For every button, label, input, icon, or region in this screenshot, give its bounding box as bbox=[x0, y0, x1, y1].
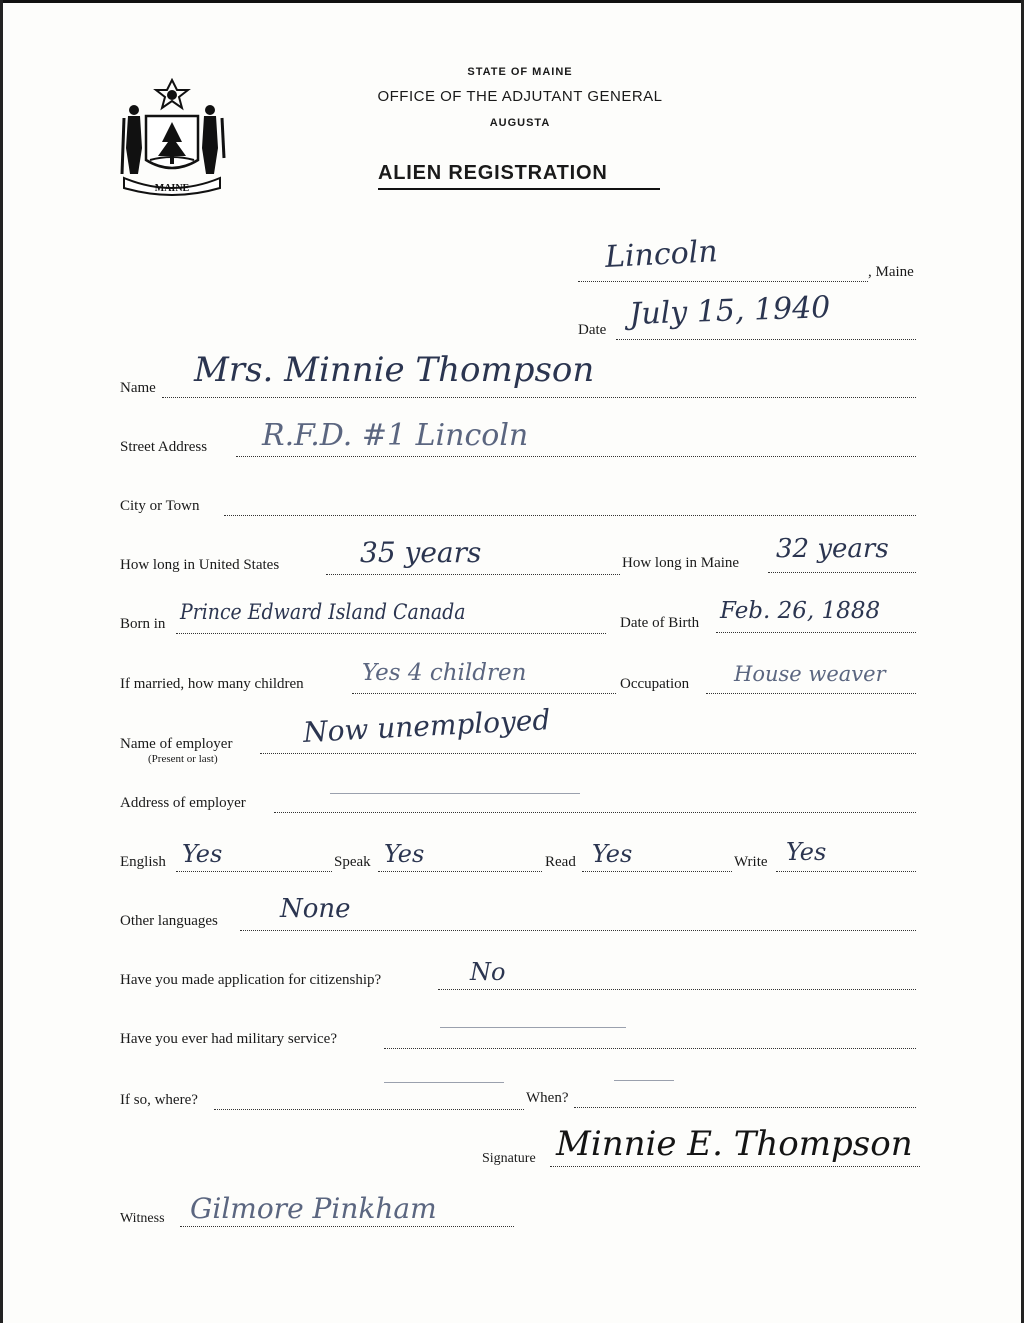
born-in-line bbox=[176, 633, 606, 634]
other-languages-label: Other languages bbox=[120, 913, 218, 929]
employer-address-dash bbox=[330, 793, 580, 794]
military-label: Have you ever had military service? bbox=[120, 1031, 337, 1047]
witness-field[interactable]: Gilmore Pinkham bbox=[190, 1192, 437, 1225]
when-dash bbox=[614, 1080, 674, 1081]
date-line bbox=[616, 339, 916, 340]
citizenship-label: Have you made application for citizenship? bbox=[120, 972, 382, 988]
form-title: ALIEN REGISTRATION bbox=[378, 162, 608, 184]
military-dash bbox=[440, 1027, 626, 1028]
maine-state-seal-icon bbox=[116, 78, 228, 196]
where-label: If so, where? bbox=[120, 1092, 198, 1108]
street-address-line bbox=[236, 456, 916, 457]
english-field[interactable]: Yes bbox=[182, 840, 223, 868]
signature-label: Signature bbox=[482, 1151, 536, 1166]
how-long-maine-field[interactable]: 32 years bbox=[776, 534, 889, 564]
occupation-label: Occupation bbox=[620, 676, 690, 692]
city-town-line bbox=[224, 515, 916, 516]
write-label: Write bbox=[734, 854, 768, 870]
read-label: Read bbox=[545, 854, 576, 870]
employer-name-label: Name of employer bbox=[120, 736, 233, 752]
married-children-label: If married, how many children bbox=[120, 676, 304, 692]
header-office: OFFICE OF THE ADJUTANT GENERAL bbox=[377, 88, 663, 105]
date-of-birth-label: Date of Birth bbox=[620, 615, 700, 631]
street-address-field[interactable]: R.F.D. #1 Lincoln bbox=[262, 418, 529, 453]
married-children-line bbox=[352, 693, 616, 694]
signature-line bbox=[550, 1166, 920, 1167]
occupation-line bbox=[706, 693, 916, 694]
employer-address-label: Address of employer bbox=[120, 795, 246, 811]
english-line bbox=[176, 871, 332, 872]
date-of-birth-field[interactable]: Feb. 26, 1888 bbox=[720, 598, 881, 624]
how-long-maine-label: How long in Maine bbox=[622, 555, 740, 571]
maine-label: , Maine bbox=[868, 264, 914, 280]
name-line bbox=[162, 397, 916, 398]
signature-field[interactable]: Minnie E. Thompson bbox=[556, 1124, 913, 1164]
citizenship-field[interactable]: No bbox=[470, 958, 506, 986]
name-field[interactable]: Mrs. Minnie Thompson bbox=[194, 350, 595, 390]
street-address-label: Street Address bbox=[120, 439, 208, 455]
military-line bbox=[384, 1048, 916, 1049]
employer-name-line bbox=[260, 753, 916, 754]
born-in-label: Born in bbox=[120, 616, 166, 632]
page-border-top bbox=[0, 0, 1024, 3]
where-line bbox=[214, 1109, 524, 1110]
write-line bbox=[776, 871, 916, 872]
speak-field[interactable]: Yes bbox=[384, 840, 425, 868]
name-label: Name bbox=[120, 380, 156, 396]
read-field[interactable]: Yes bbox=[592, 840, 633, 868]
how-long-maine-line bbox=[768, 572, 916, 573]
citizenship-line bbox=[438, 989, 916, 990]
speak-line bbox=[378, 871, 542, 872]
when-label: When? bbox=[526, 1090, 569, 1106]
town-line bbox=[578, 281, 868, 282]
speak-label: Speak bbox=[334, 854, 371, 870]
how-long-us-field[interactable]: 35 years bbox=[360, 536, 482, 569]
city-town-label: City or Town bbox=[120, 498, 200, 514]
employer-note-label: (Present or last) bbox=[148, 753, 218, 765]
how-long-us-line bbox=[326, 574, 620, 575]
occupation-field[interactable]: House weaver bbox=[734, 662, 886, 686]
town-field[interactable]: Lincoln bbox=[604, 234, 719, 275]
seal-banner-text: MAINE bbox=[154, 183, 190, 194]
when-line bbox=[574, 1107, 916, 1108]
english-label: English bbox=[120, 854, 166, 870]
date-of-birth-line bbox=[716, 632, 916, 633]
header-city: AUGUSTA bbox=[489, 117, 551, 129]
date-label: Date bbox=[578, 322, 607, 338]
write-field[interactable]: Yes bbox=[786, 838, 827, 866]
date-field[interactable]: July 15, 1940 bbox=[628, 290, 831, 332]
married-children-field[interactable]: Yes 4 children bbox=[362, 660, 527, 686]
how-long-us-label: How long in United States bbox=[120, 557, 280, 573]
page-border-left bbox=[0, 0, 3, 1323]
header-state: STATE OF MAINE bbox=[467, 66, 573, 78]
where-dash bbox=[384, 1082, 504, 1083]
employer-name-field[interactable]: Now unemployed bbox=[302, 703, 552, 749]
other-languages-line bbox=[240, 930, 916, 931]
born-in-field[interactable]: Prince Edward Island Canada bbox=[180, 600, 466, 624]
read-line bbox=[582, 871, 732, 872]
other-languages-field[interactable]: None bbox=[280, 894, 351, 924]
witness-label: Witness bbox=[120, 1211, 165, 1226]
title-underline bbox=[378, 188, 660, 190]
witness-line bbox=[180, 1226, 514, 1227]
employer-address-line bbox=[274, 812, 916, 813]
